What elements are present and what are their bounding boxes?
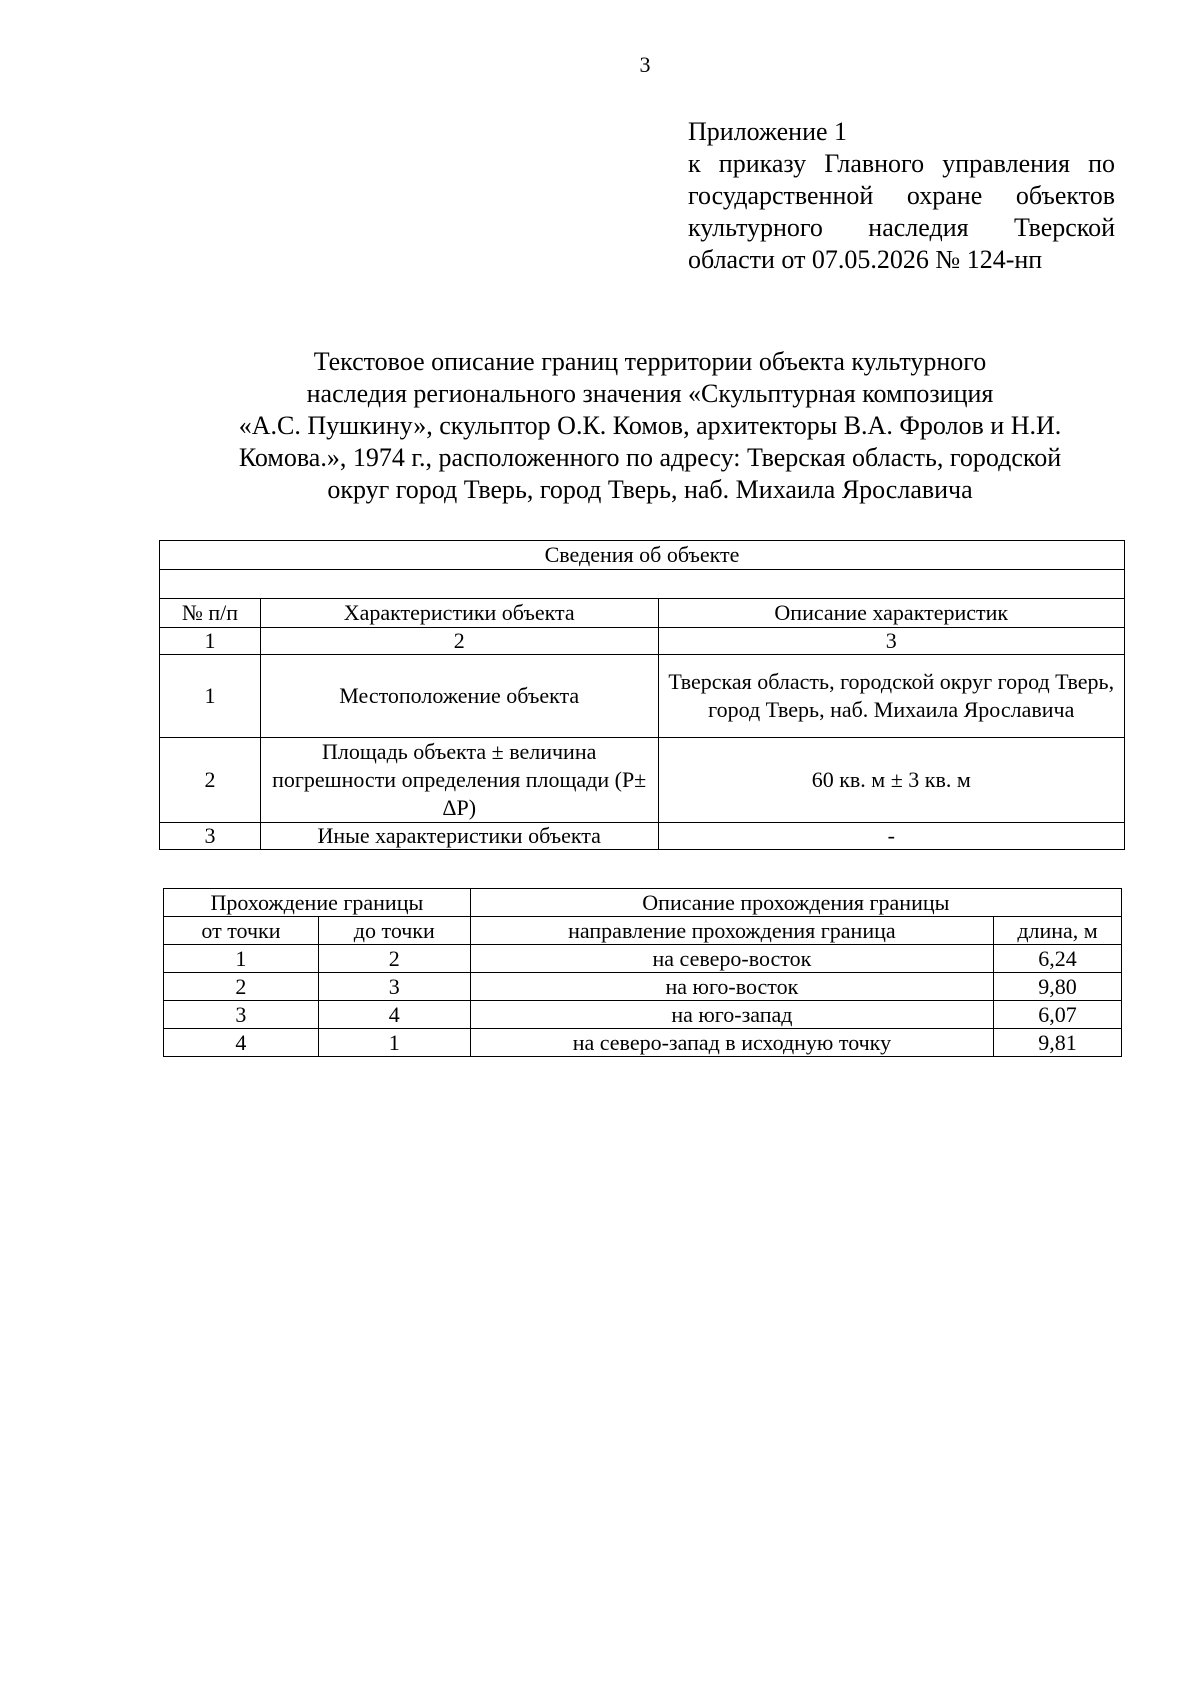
table-empty-row bbox=[160, 570, 1125, 599]
table-group-header-row bbox=[164, 889, 1122, 917]
title-line: наследия регионального значения «Скульптурная композиция bbox=[306, 379, 994, 408]
table-cell: 1 bbox=[160, 655, 261, 738]
table-cell: - bbox=[658, 823, 1125, 850]
empty-cell bbox=[160, 570, 1125, 599]
title-line: Комова.», 1974 г., расположенного по адресу: Тверская область, городской bbox=[238, 443, 1062, 472]
column-header: Характеристики объекта bbox=[260, 599, 658, 628]
table-cell: 9,81 bbox=[994, 1029, 1122, 1057]
document-title bbox=[180, 346, 1120, 506]
table-cell: 2 bbox=[164, 973, 319, 1001]
table-row bbox=[160, 655, 1125, 738]
table-cell: 6,07 bbox=[994, 1001, 1122, 1029]
column-header: длина, м bbox=[994, 917, 1122, 945]
table-cell: 9,80 bbox=[994, 973, 1122, 1001]
table-row bbox=[164, 1029, 1122, 1057]
table-row bbox=[160, 738, 1125, 823]
table-cell: 2 bbox=[160, 738, 261, 823]
page-number: 3 bbox=[639, 52, 651, 77]
object-table-caption: Сведения об объекте bbox=[160, 541, 1125, 570]
column-number: 2 bbox=[260, 628, 658, 655]
column-number-row bbox=[160, 628, 1125, 655]
table-cell: Тверская область, городской округ город Тверь, город Тверь, наб. Михаила Ярославича bbox=[658, 655, 1125, 738]
title-line: округ город Тверь, город Тверь, наб. Михаила Ярославича bbox=[327, 475, 973, 504]
appendix-line: государственной охране объектов bbox=[688, 181, 1115, 210]
appendix-line: области от 07.05.2026 № 124-нп bbox=[688, 245, 1043, 274]
table-cell: на северо-восток bbox=[470, 945, 993, 973]
column-header: от точки bbox=[164, 917, 319, 945]
group-header: Описание прохождения границы bbox=[470, 889, 1121, 917]
table-cell: Площадь объекта ± величина погрешности определения площади (Р± ΔР) bbox=[260, 738, 658, 823]
table-cell: 4 bbox=[164, 1029, 319, 1057]
table-header-row bbox=[164, 917, 1122, 945]
table-cell: 3 bbox=[160, 823, 261, 850]
table-row bbox=[164, 1001, 1122, 1029]
table-cell: 1 bbox=[164, 945, 319, 973]
column-header: № п/п bbox=[160, 599, 261, 628]
table-cell: на северо-запад в исходную точку bbox=[470, 1029, 993, 1057]
table-cell: на юго-запад bbox=[470, 1001, 993, 1029]
title-line: «А.С. Пушкину», скульптор О.К. Комов, архитекторы В.А. Фролов и Н.И. bbox=[238, 411, 1062, 440]
table-row bbox=[164, 945, 1122, 973]
table-cell: 4 bbox=[318, 1001, 470, 1029]
table-header-row bbox=[160, 599, 1125, 628]
column-number: 1 bbox=[160, 628, 261, 655]
appendix-block bbox=[688, 116, 1115, 276]
table-cell: на юго-восток bbox=[470, 973, 993, 1001]
table-cell: 6,24 bbox=[994, 945, 1122, 973]
title-line: Текстовое описание границ территории объекта культурного bbox=[313, 347, 987, 376]
column-header: до точки bbox=[318, 917, 470, 945]
table-row bbox=[160, 823, 1125, 850]
table-cell: 3 bbox=[164, 1001, 319, 1029]
column-number: 3 bbox=[658, 628, 1125, 655]
column-header: Описание характеристик bbox=[658, 599, 1125, 628]
group-header: Прохождение границы bbox=[164, 889, 471, 917]
table-cell: Иные характеристики объекта bbox=[260, 823, 658, 850]
table-cell: Местоположение объекта bbox=[260, 655, 658, 738]
table-caption-row bbox=[160, 541, 1125, 570]
appendix-line: культурного наследия Тверской bbox=[688, 213, 1115, 242]
appendix-line: к приказу Главного управления по bbox=[688, 149, 1115, 178]
table-row bbox=[164, 973, 1122, 1001]
boundary-table bbox=[163, 888, 1122, 1057]
object-info-table bbox=[159, 540, 1125, 850]
appendix-line: Приложение 1 bbox=[688, 117, 848, 146]
column-header: направление прохождения граница bbox=[470, 917, 993, 945]
table-cell: 60 кв. м ± 3 кв. м bbox=[658, 738, 1125, 823]
table-cell: 3 bbox=[318, 973, 470, 1001]
table-cell: 2 bbox=[318, 945, 470, 973]
table-cell: 1 bbox=[318, 1029, 470, 1057]
